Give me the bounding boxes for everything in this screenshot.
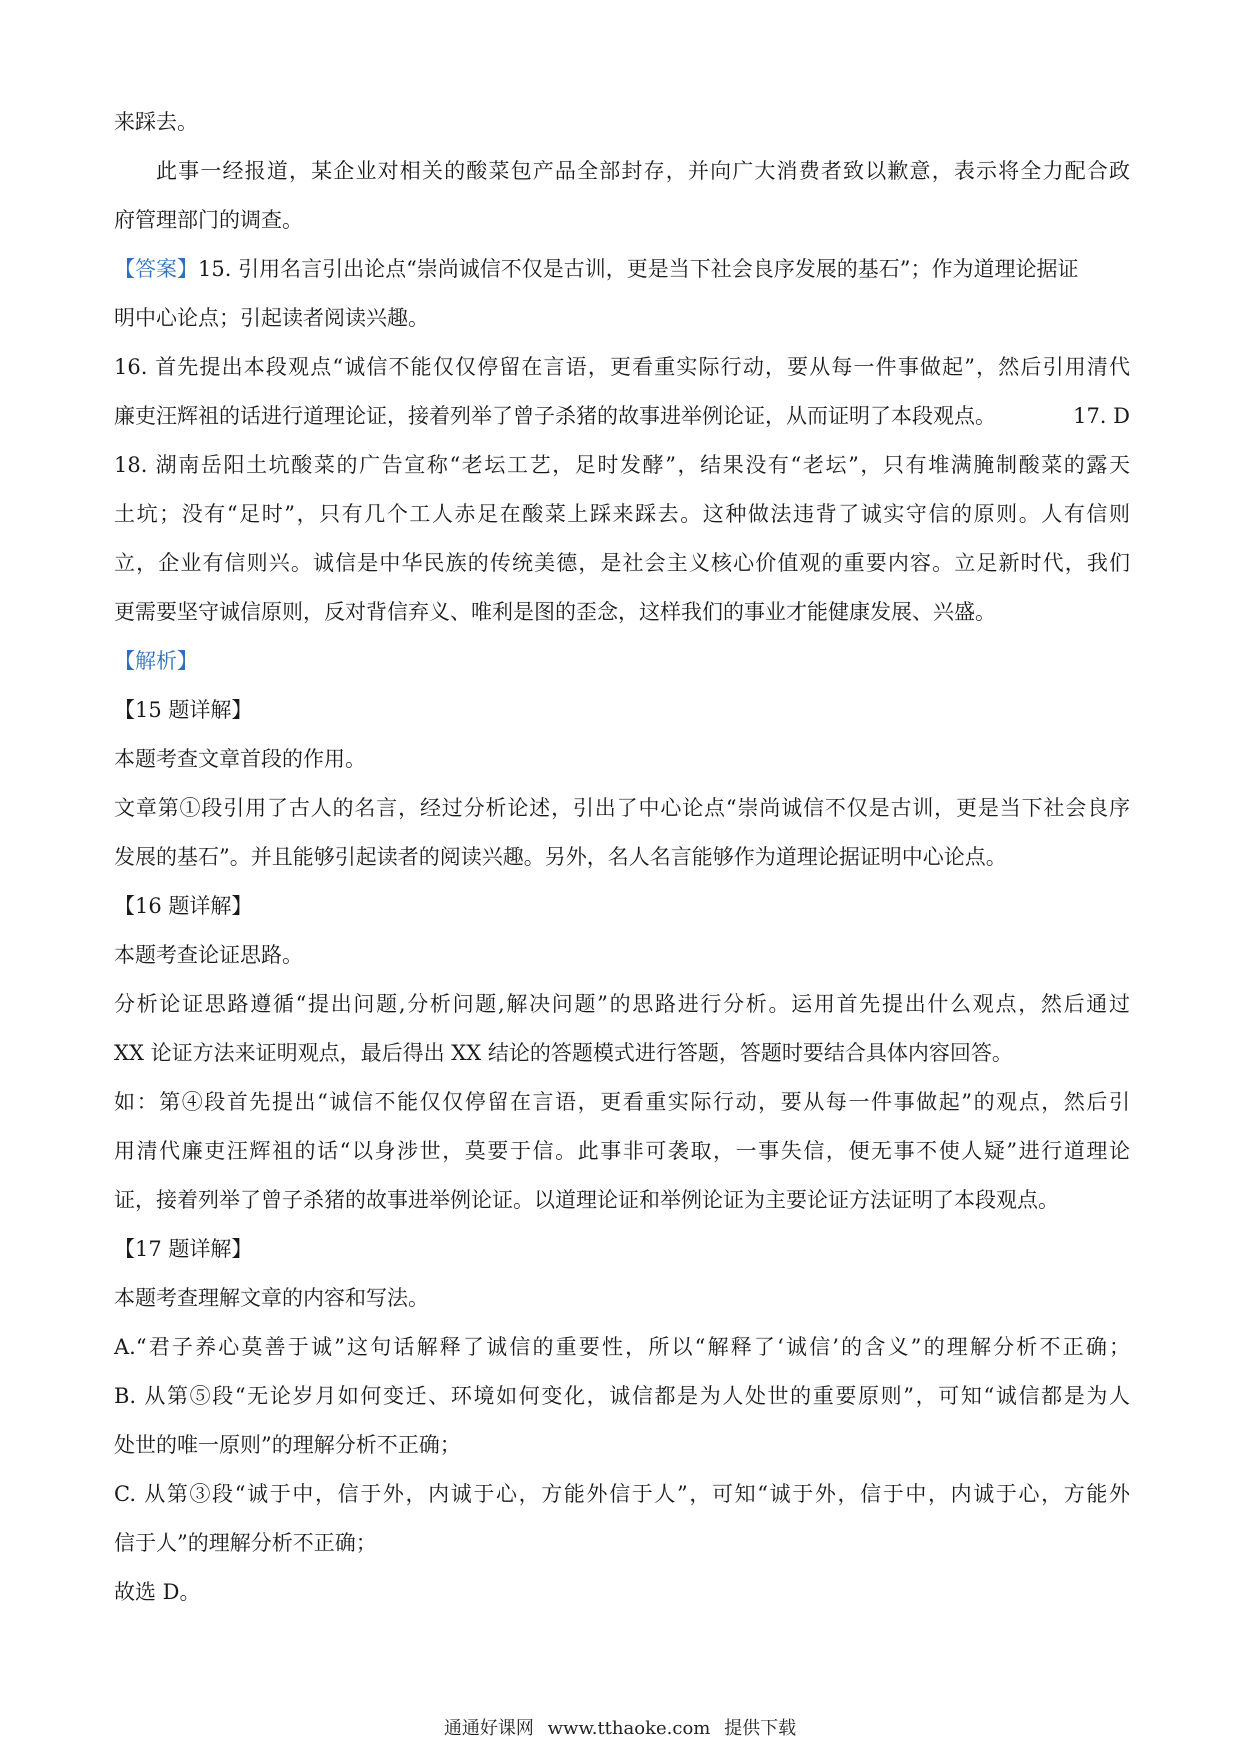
section-heading-17: 【17 题详解】	[114, 1237, 253, 1261]
paragraph-line: 用清代廉吏汪辉祖的话“以身涉世，莫要于信。此事非可袭取，一事失信，便无事不使人疑”进行道理论	[114, 1139, 1130, 1163]
paragraph-line: XX 论证方法来证明观点，最后得出 XX 结论的答题模式进行答题，答题时要结合具体内容回答。	[114, 1041, 1013, 1065]
paragraph-line: 更需要坚守诚信原则，反对背信弃义、唯利是图的歪念，这样我们的事业才能健康发展、兴盛。	[114, 600, 996, 624]
paragraph-line: 土坑；没有“足时”，只有几个工人赤足在酸菜上踩来踩去。这种做法违背了诚实守信的原则。人有信则	[114, 502, 1130, 526]
conclusion-line: 故选 D。	[114, 1580, 201, 1604]
paragraph-line: 发展的基石”。并且能够引起读者的阅读兴趣。另外，名人名言能够作为道理论据证明中心论点。	[114, 845, 1007, 869]
answer-tag: 【答案】	[114, 257, 198, 281]
paragraph-line: 府管理部门的调查。	[114, 208, 303, 232]
paragraph-line: 立，企业有信则兴。诚信是中华民族的传统美德，是社会主义核心价值观的重要内容。立足新时代，我们	[114, 551, 1130, 575]
paragraph-line: 18. 湖南岳阳土坑酸菜的广告宣称“老坛工艺，足时发酵”，结果没有“老坛”，只有堆满腌制酸菜的露天	[114, 453, 1130, 477]
paragraph-line: 此事一经报道，某企业对相关的酸菜包产品全部封存，并向广大消费者致以歉意，表示将全力配合政	[156, 159, 1130, 183]
paragraph-line: 如：第④段首先提出“诚信不能仅仅停留在言语，更看重实际行动，要从每一件事做起”的观点，然后引	[114, 1090, 1130, 1114]
paragraph-line: 明中心论点；引起读者阅读兴趣。	[114, 306, 429, 330]
option-c-line: C. 从第③段“诚于中，信于外，内诚于心，方能外信于人”，可知“诚于外，信于中，内诚于心，方能外	[114, 1482, 1130, 1506]
page-footer	[0, 1716, 1240, 1742]
paragraph-line: 16. 首先提出本段观点“诚信不能仅仅停留在言语，更看重实际行动，要从每一件事做起”，然后引用清代	[114, 355, 1130, 379]
footer-suffix: 提供下载	[724, 1718, 797, 1739]
analysis-tag: 【解析】	[114, 649, 198, 673]
answer-17: 17. D	[1073, 404, 1130, 428]
footer-site-name: 通通好课网	[443, 1718, 534, 1739]
footer-url[interactable]: www.tthaoke.com	[547, 1718, 711, 1739]
paragraph-line: 文章第①段引用了古人的名言，经过分析论述，引出了中心论点“崇尚诚信不仅是古训，更是当下社会良序	[114, 796, 1130, 820]
section-heading-15: 【15 题详解】	[114, 698, 253, 722]
paragraph-line: 本题考查论证思路。	[114, 943, 303, 967]
paragraph-line: 本题考查文章首段的作用。	[114, 747, 366, 771]
paragraph-line: 证，接着列举了曾子杀猪的故事进举例论证。以道理论证和举例论证为主要论证方法证明了本段观点。	[114, 1188, 1059, 1212]
paragraph-line: 信于人”的理解分析不正确；	[114, 1531, 377, 1555]
document-page	[114, 98, 1130, 1617]
paragraph-line: 本题考查理解文章的内容和写法。	[114, 1286, 429, 1310]
answer-line	[114, 245, 1130, 294]
section-heading-16: 【16 题详解】	[114, 894, 253, 918]
answer-text: 廉吏汪辉祖的话进行道理论证，接着列举了曾子杀猪的故事进举例论证，从而证明了本段观点。	[114, 404, 996, 428]
option-a-line: A.“君子养心莫善于诚”这句话解释了诚信的重要性，所以“解释了‘诚信’的含义”的理解分析不正确；	[114, 1335, 1130, 1359]
paragraph-line	[114, 392, 1130, 441]
option-b-line: B. 从第⑤段“无论岁月如何变迁、环境如何变化，诚信都是为人处世的重要原则”，可知“诚信都是为人	[114, 1384, 1130, 1408]
answer-text: 15. 引用名言引出论点“崇尚诚信不仅是古训，更是当下社会良序发展的基石”；作为道理论据证	[198, 257, 1079, 281]
paragraph-line: 处世的唯一原则”的理解分析不正确；	[114, 1433, 461, 1457]
paragraph-line: 来踩去。	[114, 110, 198, 134]
paragraph-line: 分析论证思路遵循“提出问题,分析问题,解决问题”的思路进行分析。运用首先提出什么观点，然后通过	[114, 992, 1130, 1016]
